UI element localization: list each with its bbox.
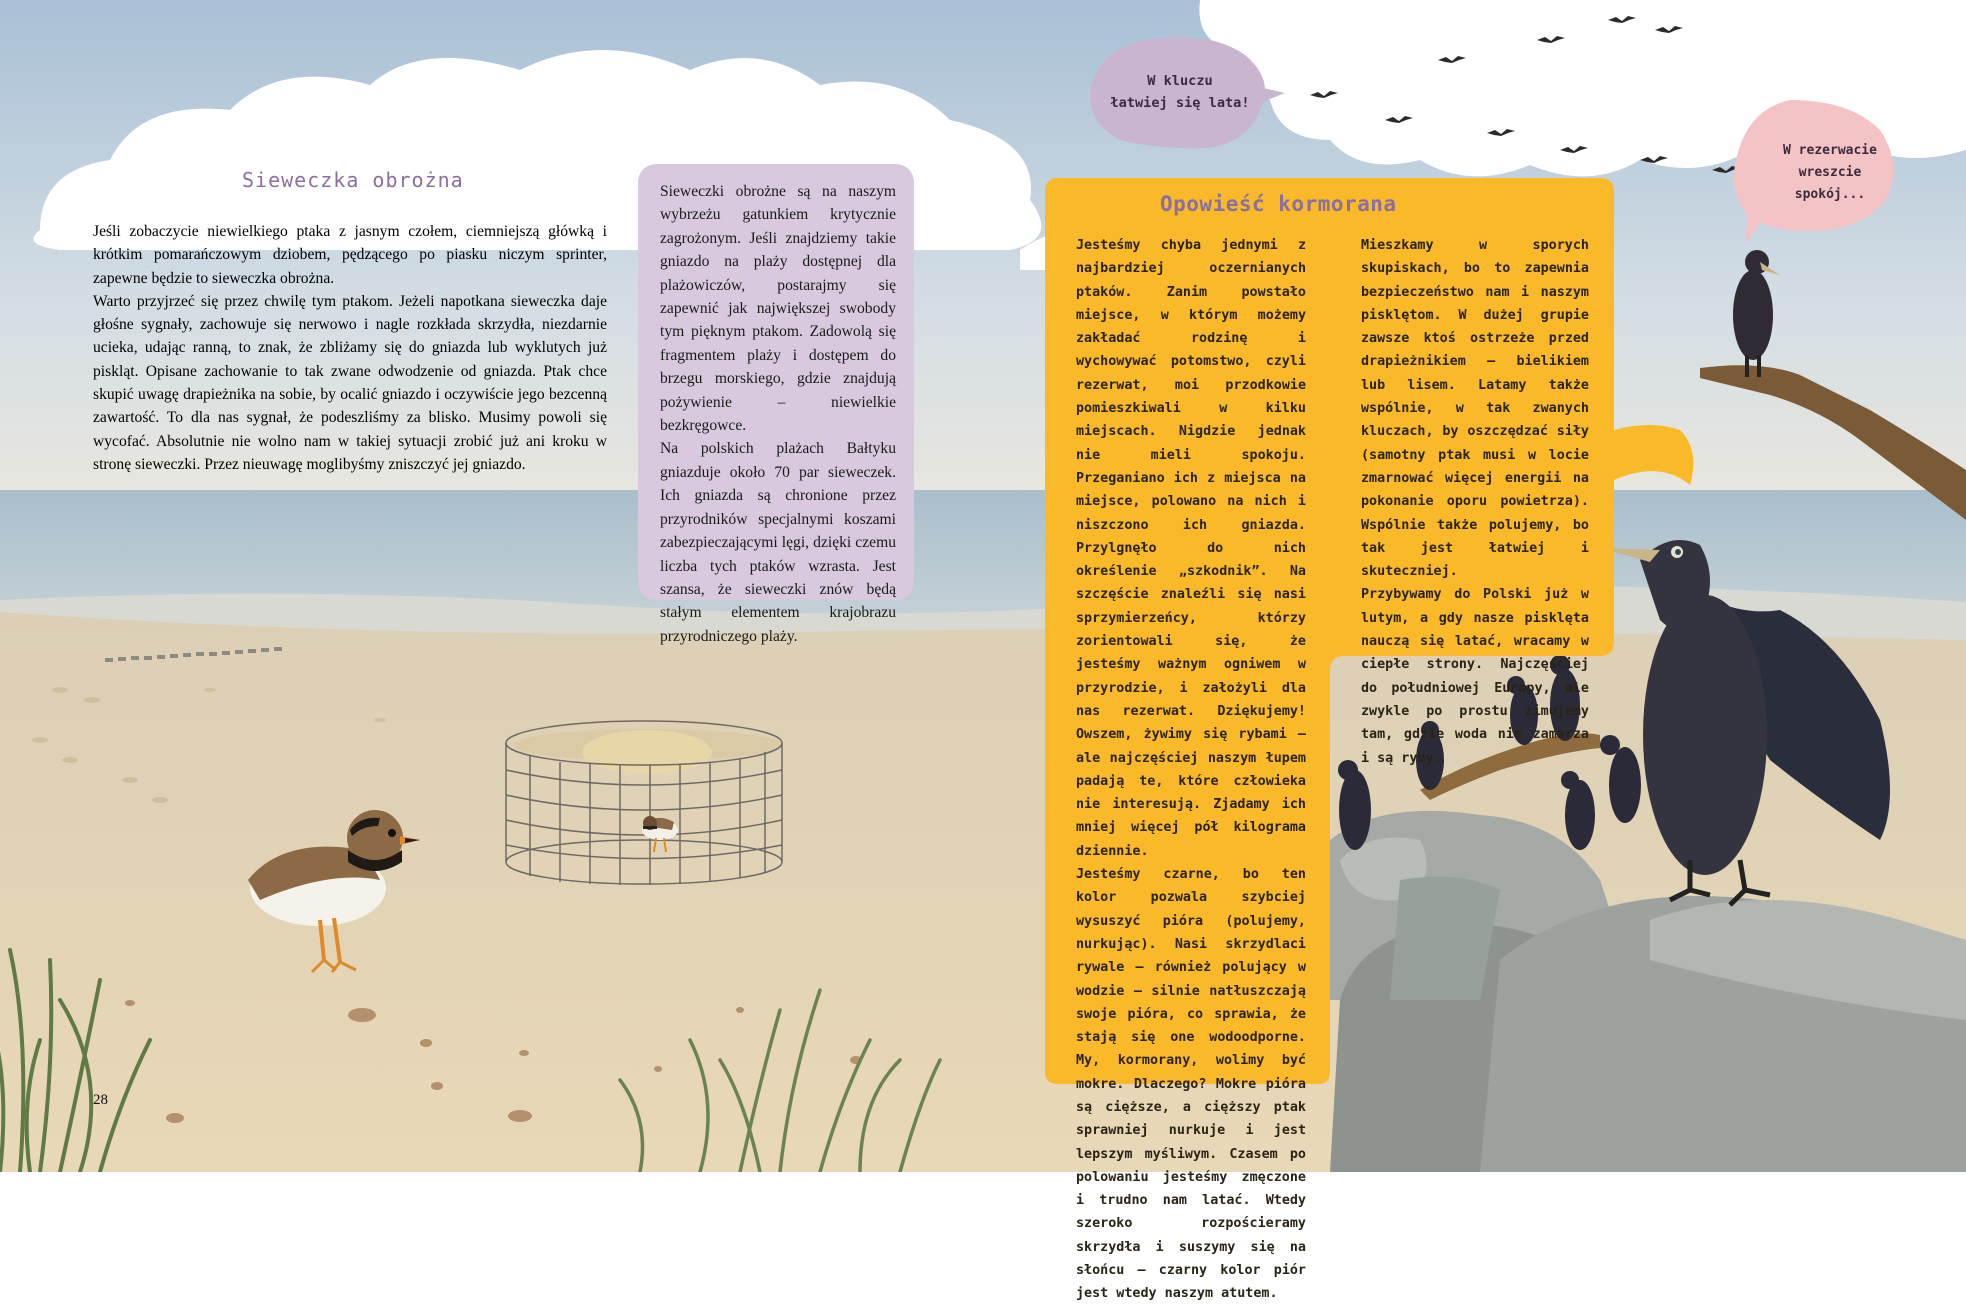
info-paragraph: Na polskich plażach Bałtyku gniazduje około 70 par sieweczek. Ich gniazda są chronione przez przyrodników specjalnymi koszami zabezpieczającymi lęgi, dzięki czemu liczba tych ptaków wzrasta. Jest szansa, że sieweczki znów będą stałym elementem krajobrazu przyrodniczego plaży. (660, 440, 896, 645)
story-paragraph: Mieszkamy w sporych skupiskach, bo to zapewnia bezpieczeństwo nam i naszym pisklętom. W dużej grupie zawsze ktoś ostrzeże przed drapieżnikiem – bielikiem lub lisem. Latamy także wspólnie, w tak zwanych kluczach, by oszczędzać siły (samotny ptak musi w locie zmarnować więcej energii na pokonanie oporu powietrza). Wspólnie także polujemy, bo tak jest łatwiej i skuteczniej. (1361, 238, 1589, 580)
bubble-line: wreszcie spokój... (1794, 165, 1866, 202)
story-paragraph: Jesteśmy czarne, bo ten kolor pozwala szybciej wysuszyć pióra (polujemy, nurkując). Nasi skrzydlaci rywale – również polujący w wodzie – silnie natłuszczają swoje pióra, co sprawia, że stają się one wodoodporne. My, kormorany, wolimy być mokre. Dlaczego? Mokre pióra są cięższe, a cięższy ptak sprawniej nurkuje i jest lepszym myśliwym. Czasem po polowaniu jesteśmy zmęczone i trudno nam latać. Wtedy szeroko rozpościeramy skrzydła i suszymy się na słońcu – czarny kolor piór jest wtedy naszym atutem. (1076, 867, 1306, 1302)
story-column-1 (1076, 234, 1306, 1306)
article-body (93, 220, 607, 476)
info-paragraph: Sieweczki obrożne są na naszym wybrzeżu gatunkiem krytycznie zagrożonym. Jeśli znajdziemy takie gniazdo na plaży dostępnej dla plażowiczów, postarajmy się zapewnić jak największej swobody tym pięknym ptakom. Zadowolą się fragmentem plaży i dostępem do brzegu morskiego, gdzie znajdują pożywienie – niewielkie bezkręgowce. (660, 183, 896, 435)
article-title: Sieweczka obrożna (242, 168, 464, 192)
info-box-text (660, 180, 896, 648)
speech-bubble-reserve (1765, 140, 1895, 206)
story-paragraph: Przybywamy do Polski już w lutym, a gdy nasze pisklęta nauczą się latać, wracamy w ciepłe strony. Najczęściej do południowej Europy, ale zwykle po prostu zimujemy tam, gdzie woda nie zamarza i są ryby. (1361, 587, 1589, 766)
bubble-line: W kluczu (1147, 73, 1213, 89)
story-title: Opowieść kormorana (1160, 192, 1397, 216)
bubble-line: W rezerwacie (1783, 143, 1877, 158)
article-paragraph: Warto przyjrzeć się przez chwilę tym ptakom. Jeżeli napotkana sieweczka daje głośne sygnały, zachowuje się nerwowo i nagle rozkłada skrzydła, niezdarnie ucieka, udając ranną, to znak, że zbliżamy się do gniazda lub wyklutych już piskląt. Opisane zachowanie to tak zwane odwodzenie od gniazda. Ptak chce skupić uwagę drapieżnika na sobie, by ocalić gniazdo i oczywiście jego bezcenną zawartość. To dla nas sygnał, że podeszliśmy za blisko. Musimy powoli się wycofać. Absolutnie nie wolno nam w takiej sytuacji zrobić już ani kroku w stronę sieweczki. Przez nieuwagę moglibyśmy zniszczyć jej gniazdo. (93, 292, 607, 473)
story-paragraph: Jesteśmy chyba jednymi z najbardziej oczernianych ptaków. Zanim powstało miejsce, w którym możemy zakładać rodzinę i wychowywać potomstwo, czyli rezerwat, moi przodkowie pomieszkiwali w kilku miejscach. Nigdzie jednak nie mieli spokoju. Przeganiano ich z miejsca na miejsce, polowano na nich i niszczono ich gniazda. Przylgnęło do nich określenie „szkodnik”. Na szczęście znaleźli się nasi sprzymierzeńcy, którzy zorientowali się, że jesteśmy ważnym ogniwem w przyrodzie, i założyli dla nas rezerwat. Dziękujemy! Owszem, żywimy się rybami – ale najczęściej naszym łupem padają te, które człowieka nie interesują. Zjadamy ich mniej więcej pół kilograma dziennie. (1076, 238, 1306, 859)
article-paragraph: Jeśli zobaczycie niewielkiego ptaka z jasnym czołem, ciemniejszą główką i krótkim pomarańczowym dziobem, pędzącego po piasku niczym sprinter, zapewne będzie to sieweczka obrożna. (93, 223, 607, 287)
speech-bubble-flock (1100, 70, 1260, 114)
bubble-line: łatwiej się lata! (1110, 95, 1250, 111)
page-number: 28 (93, 1092, 108, 1108)
story-column-2 (1361, 234, 1589, 770)
